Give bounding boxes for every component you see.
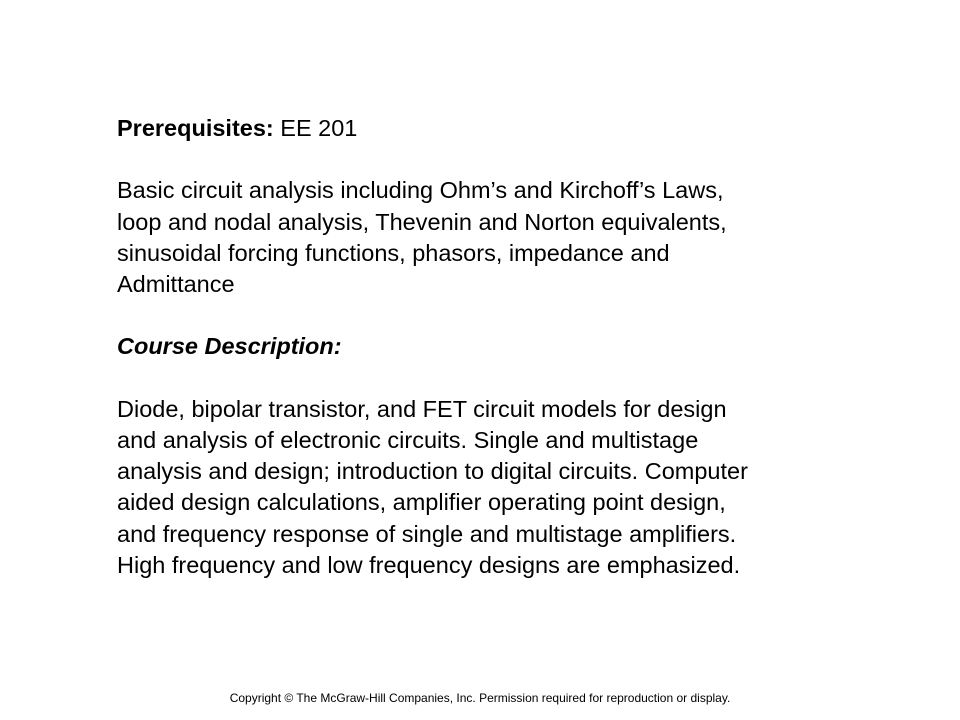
text-line: aided design calculations, amplifier operating point design, xyxy=(117,489,726,516)
text-line: and analysis of electronic circuits. Single and multistage xyxy=(117,426,699,453)
course-description-text xyxy=(117,394,857,581)
prerequisites-line xyxy=(117,113,857,144)
spacer xyxy=(117,363,857,394)
text-line: and frequency response of single and multistage amplifiers. xyxy=(117,520,737,547)
text-line: analysis and design; introduction to digital circuits. Computer xyxy=(117,458,748,485)
text-line: loop and nodal analysis, Thevenin and Norton equivalents, xyxy=(117,208,727,235)
spacer xyxy=(117,300,857,331)
copyright-footer: Copyright © The McGraw-Hill Companies, Inc. Permission required for reproduction or display. xyxy=(229,691,731,705)
prerequisites-description xyxy=(117,175,857,300)
slide-body xyxy=(117,113,857,581)
text-line: sinusoidal forcing functions, phasors, impedance and xyxy=(117,239,670,266)
spacer xyxy=(117,144,857,175)
text-line: Diode, bipolar transistor, and FET circuit models for design xyxy=(117,395,727,422)
text-line: High frequency and low frequency designs are emphasized. xyxy=(117,551,741,578)
prerequisites-value: EE 201 xyxy=(273,115,358,141)
course-description-heading: Course Description: xyxy=(117,333,342,360)
text-line: Basic circuit analysis including Ohm’s and Kirchoff’s Laws, xyxy=(117,177,724,204)
text-line: Admittance xyxy=(117,271,235,297)
prerequisites-label: Prerequisites: xyxy=(117,115,274,141)
